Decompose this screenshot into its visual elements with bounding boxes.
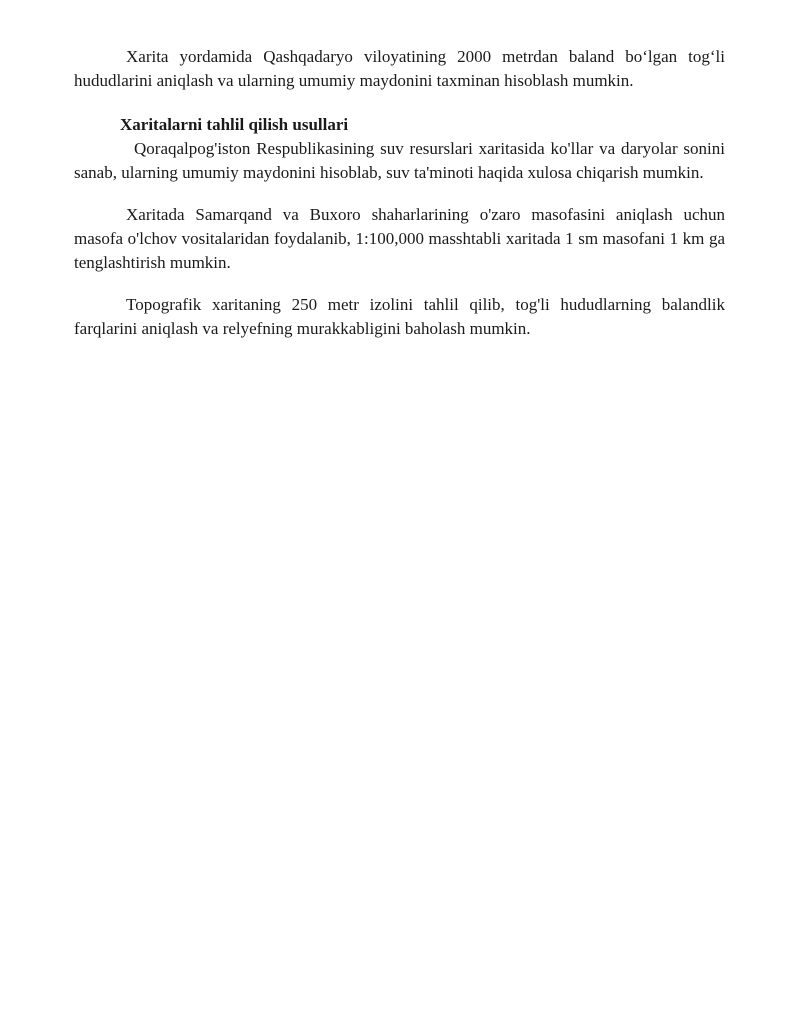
paragraph-topografik: Topografik xaritaning 250 metr izolini tahlil qilib, tog'li hududlarning balandlik farqlarini aniqlash va relyefning murakkabligini baholash mumkin. — [74, 295, 725, 338]
paragraph-qashqadaryo: Xarita yordamida Qashqadaryo viloyatining 2000 metrdan baland bo‘lgan tog‘li hududlarini aniqlash va ularning umumiy maydonini taxminan hisoblash mumkin. — [74, 47, 725, 90]
section-heading: Xaritalarni tahlil qilish usullari — [120, 115, 349, 134]
paragraph-samarqand-buxoro: Xaritada Samarqand va Buxoro shaharlarining o'zaro masofasini aniqlash uchun masofa o'lchov vositalaridan foydalanib, 1:100,000 masshtabli xaritada 1 sm masofani 1 km ga tenglashtirish mumkin. — [74, 205, 725, 272]
paragraph-qoraqalpogiston: Qoraqalpog'iston Respublikasining suv resurslari xaritasida ko'llar va daryolar sonini sanab, ularning umumiy maydonini hisoblab, suv ta'minoti haqida xulosa chiqarish mumkin. — [74, 139, 725, 182]
document-body — [74, 45, 725, 359]
